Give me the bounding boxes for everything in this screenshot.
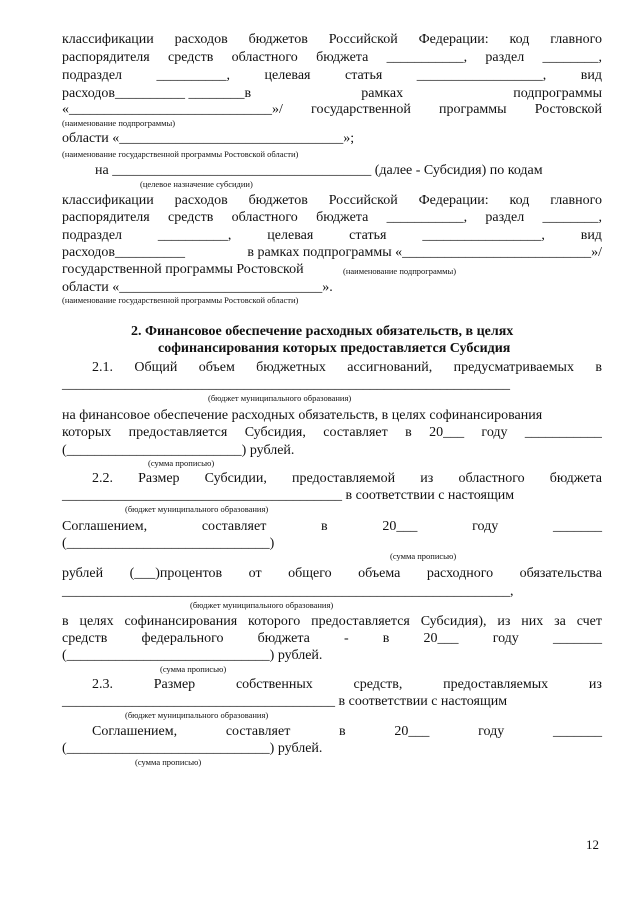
word: софинансирования (124, 614, 238, 629)
line (92, 676, 602, 693)
word: 20___ (394, 724, 430, 739)
word: Общий (134, 360, 178, 375)
word: классификации (62, 193, 154, 208)
word: на финансовое обеспечение расходных обязательств, в целях софинансирования (62, 408, 543, 423)
word: расходов__________ (62, 245, 186, 260)
word: расходов__________ ________в (62, 86, 252, 101)
word: вид (580, 228, 602, 243)
word: которого (248, 614, 301, 629)
word: году (478, 724, 505, 739)
word: году (492, 631, 519, 646)
line (62, 565, 602, 582)
word: Федерации: (418, 193, 489, 208)
word: которых (62, 425, 112, 440)
word: Субсидия), (420, 614, 487, 629)
word: __________, (156, 68, 231, 83)
word: составляет (225, 724, 291, 739)
word: 2.2. (92, 471, 113, 486)
word: 20___ (429, 425, 465, 440)
word: обязательства (519, 566, 602, 581)
line (62, 67, 602, 84)
word: _________________, (422, 228, 545, 243)
word: 20___ (382, 519, 418, 534)
line: (_____________________________) рублей. (62, 648, 323, 663)
word: бюджетов (248, 32, 308, 47)
word: бюджета (257, 631, 310, 646)
word: - (343, 631, 349, 646)
word: средств (168, 210, 214, 225)
word: Российской (328, 193, 398, 208)
word: расходов (174, 32, 228, 47)
word: «_____________________________»/ (62, 102, 283, 117)
caption: (бюджет муниципального образования) (208, 393, 352, 403)
word: целевая (264, 68, 311, 83)
word: них (521, 614, 544, 629)
word: федерального (141, 631, 224, 646)
line (62, 424, 602, 441)
word: расходного (426, 566, 494, 581)
word: в (382, 631, 390, 646)
caption: (сумма прописью) (135, 757, 202, 767)
caption: (сумма прописью) (148, 458, 215, 468)
word: подраздел (62, 228, 123, 243)
word: _______ (552, 724, 602, 739)
word: предоставляемой (292, 471, 396, 486)
word: предусматриваемых (453, 360, 574, 375)
caption: (наименование государственной программы Ростовской области) (62, 295, 299, 305)
word: классификации (62, 32, 154, 47)
word: целевая (267, 228, 314, 243)
line: области «_____________________________». (62, 280, 333, 295)
word: средств (62, 631, 108, 646)
caption: (наименование подпрограммы) (62, 118, 176, 128)
word: бюджетов (248, 193, 308, 208)
word: код (509, 32, 530, 47)
word: предоставляемых (443, 677, 549, 692)
word: ________, (542, 210, 602, 225)
word: бюджета (549, 471, 602, 486)
word: объем (198, 360, 235, 375)
word: собственных (235, 677, 313, 692)
word: Размер (153, 677, 196, 692)
line (62, 518, 602, 535)
word: Федерации: (418, 32, 489, 47)
line (62, 209, 602, 226)
word: в (339, 724, 346, 739)
word: в рамках подпрограммы «___________________________»/ (247, 245, 602, 260)
line: (_____________________________) рублей. (62, 741, 323, 756)
word: __________________, (416, 68, 547, 83)
line (92, 359, 602, 376)
line (62, 101, 602, 118)
caption: (целевое назначение субсидии) (140, 179, 253, 189)
line (62, 613, 602, 630)
word: Размер (138, 471, 180, 486)
word: составляет (201, 519, 267, 534)
word: 20___ (423, 631, 459, 646)
word: распорядителя (62, 210, 150, 225)
word: вид (580, 68, 602, 83)
word: году (481, 425, 508, 440)
line (92, 723, 602, 740)
line: на _____________________________________ (далее - Субсидия) по кодам (95, 163, 543, 178)
word: Российской (328, 32, 398, 47)
word: распорядителя (62, 50, 150, 65)
word: объема (358, 566, 401, 581)
word: за (554, 614, 566, 629)
section-heading: софинансирования которых предоставляется Субсидия (158, 341, 511, 356)
caption: (наименование подпрограммы) (343, 266, 457, 276)
word: _______ (552, 631, 602, 646)
word: областного (231, 50, 298, 65)
word: из (588, 677, 602, 692)
word: средств (168, 50, 214, 65)
word: Ростовской (534, 102, 602, 117)
line: ________________________________________ в соответствии с настоящим (62, 488, 515, 503)
word: ассигнований, (347, 360, 433, 375)
line: (_________________________) рублей. (62, 443, 295, 458)
word: средств, (353, 677, 403, 692)
word: Соглашением, (62, 519, 148, 534)
line: ________________________________________________________________ (62, 377, 510, 392)
word: счет (576, 614, 602, 629)
word: году (472, 519, 499, 534)
caption: (бюджет муниципального образования) (125, 710, 269, 720)
caption: (бюджет муниципального образования) (190, 600, 334, 610)
line (62, 192, 602, 209)
caption: (сумма прописью) (390, 551, 457, 561)
caption: (бюджет муниципального образования) (125, 504, 269, 514)
line: (_____________________________) (62, 536, 275, 551)
word: __________, (157, 228, 232, 243)
section-heading: 2. Финансовое обеспечение расходных обязательств, в целях (131, 324, 514, 339)
word: в (321, 519, 328, 534)
word: главного (550, 193, 602, 208)
line (62, 49, 602, 66)
word: ___________, (386, 210, 468, 225)
word: рублей (62, 566, 104, 581)
line (62, 85, 602, 102)
word: Субсидии, (204, 471, 267, 486)
word: составляет (323, 425, 388, 440)
word: Субсидия, (244, 425, 306, 440)
word: бюджета (316, 210, 369, 225)
word: рамках (361, 86, 404, 101)
line: государственной программы Ростовской (62, 262, 304, 277)
word: в (405, 425, 412, 440)
line: ________________________________________________________________, (62, 584, 514, 599)
word: ________, (542, 50, 602, 65)
word: _______ (552, 519, 602, 534)
word: подраздел (62, 68, 123, 83)
word: раздел (485, 50, 525, 65)
word: бюджетных (256, 360, 326, 375)
word: ___________, (386, 50, 468, 65)
word: статья (344, 68, 383, 83)
word: в (595, 360, 602, 375)
caption: (наименование государственной программы Ростовской области) (62, 149, 299, 159)
line (62, 630, 602, 647)
word: раздел (485, 210, 525, 225)
word: областного (231, 210, 298, 225)
word: ___________ (524, 425, 602, 440)
page-number: 12 (586, 837, 599, 852)
word: (___)процентов (129, 566, 223, 581)
word: областного (458, 471, 525, 486)
line (92, 470, 602, 487)
word: от (248, 566, 262, 581)
line (62, 227, 602, 244)
word: из (420, 471, 434, 486)
caption: (сумма прописью) (160, 664, 227, 674)
word: общего (288, 566, 332, 581)
line (62, 407, 602, 424)
line: области «________________________________»; (62, 131, 355, 146)
word: код (509, 193, 530, 208)
word: программы (438, 102, 507, 117)
word: 2.3. (92, 677, 113, 692)
word: предоставляется (128, 425, 228, 440)
line (62, 31, 602, 48)
word: статья (349, 228, 387, 243)
word: предоставляется (311, 614, 410, 629)
word: Соглашением, (92, 724, 178, 739)
word: расходов (174, 193, 228, 208)
line (62, 244, 602, 261)
word: в (62, 614, 69, 629)
line: _______________________________________ в соответствии с настоящим (62, 694, 508, 709)
word: 2.1. (92, 360, 113, 375)
word: бюджета (316, 50, 369, 65)
word: подпрограммы (513, 86, 602, 101)
word: целях (79, 614, 114, 629)
word: из (497, 614, 511, 629)
word: государственной (311, 102, 411, 117)
word: главного (550, 32, 602, 47)
